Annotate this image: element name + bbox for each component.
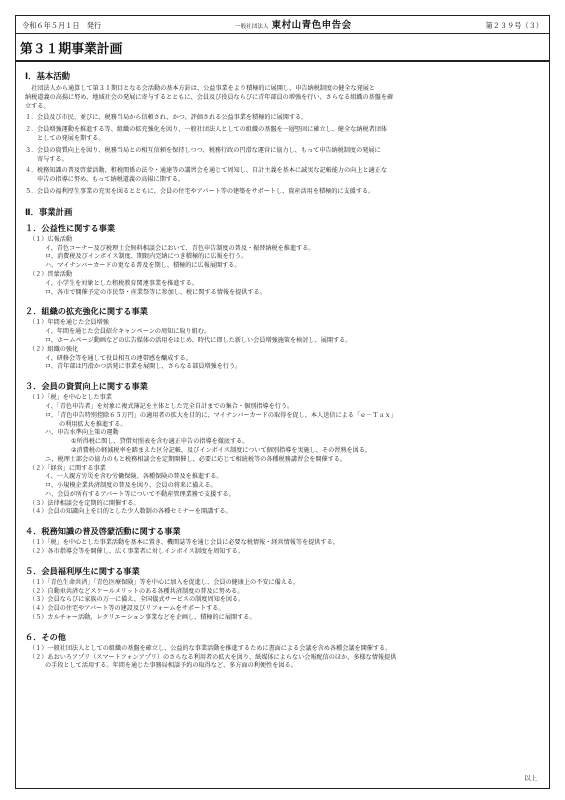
subsection-heading: １．公益性に関する事業 xyxy=(25,222,116,233)
organization xyxy=(235,17,352,31)
policy-item-number: ４． xyxy=(25,167,38,175)
policy-item-number: １． xyxy=(25,114,38,122)
policy-item-line: 会員の福利厚生事業の充実を図るとともに、会員の住宅やアパート等の建築をサポートし、資産活用を積極的に支援する。 xyxy=(37,187,375,195)
policy-item-number: ５． xyxy=(25,187,38,195)
plan-line: ロ、小規模企業共済制度の普及を図り、会員の将来に備える。 xyxy=(45,482,217,490)
plan-line: （１）「税」を中心とした事業活動を基本に置き、機関誌等を通じ会員に必要な税情報・経営情報等を提供する。 xyxy=(29,539,339,547)
policy-item-number: ２． xyxy=(25,126,38,134)
issue-date: 令和６年５月１日 発行 xyxy=(22,21,102,30)
policy-item-number: ３． xyxy=(25,146,38,154)
policy-item-line: としての発展を期する。 xyxy=(37,134,105,142)
policy-item-text xyxy=(37,188,374,197)
intro-line: 立する。 xyxy=(25,102,50,110)
plan-line: ロ、各市で開催予定の市民祭・産業祭等に参加し、税に関する情報を提供する。 xyxy=(45,288,266,296)
plan-line: （２）各市指導会等を開催し、広く事業者に対しインボイス制度を周知する。 xyxy=(29,548,244,556)
organization-prefix: 一般社団法人 xyxy=(234,24,269,30)
plan-line: （１）「税」を中心とした事業 xyxy=(29,394,112,402)
plan-line: （１）年間を通じた会員増強 xyxy=(29,319,109,327)
section-heading-basic: Ⅰ．基本活動 xyxy=(25,71,70,81)
subsection-heading: ５．会員福利厚生に関する事業 xyxy=(25,565,140,576)
organization-name: 東村山青色申告会 xyxy=(271,20,352,31)
plan-line: （２）あおいろアプリ（スマートフォンアプリ）のさらなる利用者の拡大を図り、紙媒体によらない会報配信のほか、多様な情報提供 xyxy=(29,653,397,661)
policy-item-text xyxy=(37,147,381,165)
policy-item-line: 寄与する。 xyxy=(37,155,68,163)
policy-item-line: 税務知識の普及啓蒙活動、租税関係の法令・通達等の講習会を通じて周知し、自計主義を基本に誠実な記帳能力の向上と適正な xyxy=(37,167,388,175)
plan-line: （１）「青色生命共済」「青色医療保険」等を中心に加入を促進し、会員の健康上の不安に備える。 xyxy=(29,578,300,586)
policy-item-text xyxy=(37,114,307,123)
plan-line: イ、一人親方労災を含む労働保険、各種保険の普及を推進する。 xyxy=(45,473,223,481)
subsection-heading: ２．組織の拡充強化に関する事業 xyxy=(25,306,148,317)
policy-item xyxy=(25,188,540,197)
plan-line: （５）カルチャー活動、レクリエーション事業などを企画し、積極的に展開する。 xyxy=(29,614,256,622)
policy-item xyxy=(25,114,540,123)
policy-item xyxy=(25,147,540,165)
plan-line: ロ、ホームページ動画などの広告媒体の活用をはじめ、時代に即した新しい会員増強施策を検討し、展開する。 xyxy=(45,336,352,344)
plan-line: （２）自動車共済などスケールメリットのある各種共済制度の普及に努める。 xyxy=(29,587,244,595)
plan-line: （４）会員の住宅やアパート等の建設及びリフォームをサポートする。 xyxy=(29,605,225,613)
policy-item-text xyxy=(37,126,387,144)
plan-line: （４）会員の知識向上を目的とした少人数制の各種セミナーを開講する。 xyxy=(29,508,232,516)
plan-line: ニ、税理士部会の協力のもと税務相談会を定期開催し、必要に応じて相続税等の各種税務講習会を開催する。 xyxy=(45,455,347,463)
page-title: 第３１期事業計画 xyxy=(16,38,549,62)
policy-item-text xyxy=(37,167,387,185)
policy-item-line: 会員増強運動を推進する等、組織の拡充強化を図り、一般社団法人としての組織の基盤を一層堅固に確立し、健全な納税者団体 xyxy=(37,126,388,134)
plan-line: の手段として活用する。年間を通じた事務局相談予約の取得など、多方面の利便性を図る。 xyxy=(45,662,297,670)
plan-line: （２）「経営」に関する事業 xyxy=(29,464,106,472)
intro-line: 納税道義の高揚に努め、地域社会の発展に寄与するとともに、会員及び役員ならびに青年部員の増強を行い、さらなる組織の基盤を確 xyxy=(25,93,394,101)
plan-line: イ、小学生を対象とした租税教育関連事業を推進する。 xyxy=(45,279,198,287)
policy-item xyxy=(25,126,540,144)
plan-line: イ、「青色申告者」を対象に複式簿記を主体とした完全自計までの集合・個別指導を行う。 xyxy=(45,402,294,410)
plan-line: ②消費税の軽減税率を踏まえた区分記帳、及びインボイス制度について個別指導を実施し、その習熟を図る。 xyxy=(71,446,372,454)
plan-line: イ、研修会等を通して役員相互の連帯感を醸成する。 xyxy=(45,354,192,362)
plan-line: （１）広報活動 xyxy=(29,235,72,243)
policy-item-line: 会員及び市民、並びに、税務当局から信頼され、かつ、評価される公益事業を積極的に展開する。 xyxy=(37,114,308,122)
page-header xyxy=(16,16,549,34)
plan-line: ロ、「青色申告特別控除６５万円」の適用者の拡大を目的に、マイナンバーカードの取得を促し、本人送信による「ｅ－Ｔａｘ」 xyxy=(45,411,397,419)
section-heading-plan: Ⅱ．事業計画 xyxy=(25,206,73,217)
policy-item xyxy=(25,167,540,185)
closing-text: 以上 xyxy=(524,774,537,782)
plan-line: ハ、申告水準向上策の運動 xyxy=(45,429,119,437)
plan-line: ロ、消費税及びインボイス制度、期限内完納につき積極的に広報を行う。 xyxy=(45,253,248,261)
policy-item-line: 会員の資質向上を図り、税務当局との相互信頼を保持しつつ、税務行政の円滑な運営に協力し、もって申告納税制度の発展に xyxy=(37,146,381,154)
business-plan xyxy=(25,223,540,671)
plan-line: ロ、青年部は円滑かつ活発に事業を展開し、さらなる部員増強を行う。 xyxy=(45,363,242,371)
plan-line: （２）組織の強化 xyxy=(29,345,79,353)
plan-line: ハ、会員が所有するアパート等について不動産管理業務で支援する。 xyxy=(45,490,235,498)
basic-policy-intro xyxy=(25,85,540,111)
subsection-heading: ６．その他 xyxy=(25,631,66,642)
plan-line: （３）会員ならびに家族の万一に備え、全国儀式サービスの制度周知を図る。 xyxy=(29,596,245,604)
newsletter-page xyxy=(15,15,550,789)
plan-line: （２）啓蒙活動 xyxy=(29,270,72,278)
plan-line: の利用拡大を推進する。 xyxy=(59,420,127,428)
plan-line: （１）一般社団法人としての組織の基盤を確立し、公益的な事業活動を推進するために書面による会議を含め各種会議を開催する。 xyxy=(29,644,392,652)
plan-line: イ、年間を通じた会員紹介キャンペーンの周知に取り組む。 xyxy=(45,328,211,336)
plan-line: ハ、マイナンバーカードの更なる普及を期し、積極的に広報展開する。 xyxy=(45,262,241,270)
plan-line: ①所得税に関し、貸借対照表を含む適正申告の指導を徹底する。 xyxy=(71,438,249,446)
plan-line: （３）法律相談会を定期的に開催する。 xyxy=(29,499,140,507)
intro-line: 社団法人から通算して第３１期目となる会活動の基本方針は、公益事業をより積極的に展開し、申告納税制度の健全な発展と xyxy=(25,85,376,92)
basic-policy-list xyxy=(25,114,540,196)
policy-item-line: 申告の指導に努め、もって納税道義の高揚に期する。 xyxy=(37,176,185,184)
issue-number: 第２３９号（３） xyxy=(485,21,543,30)
subsection-heading: ３．会員の資質向上に関する事業 xyxy=(25,381,148,392)
subsection-heading: ４．税務知識の普及啓蒙活動に関する事業 xyxy=(25,526,181,537)
plan-line: イ、青色コーナー及び税理士会無料相談会において、青色申告制度の普及・振替納税を推進する。 xyxy=(45,244,315,252)
